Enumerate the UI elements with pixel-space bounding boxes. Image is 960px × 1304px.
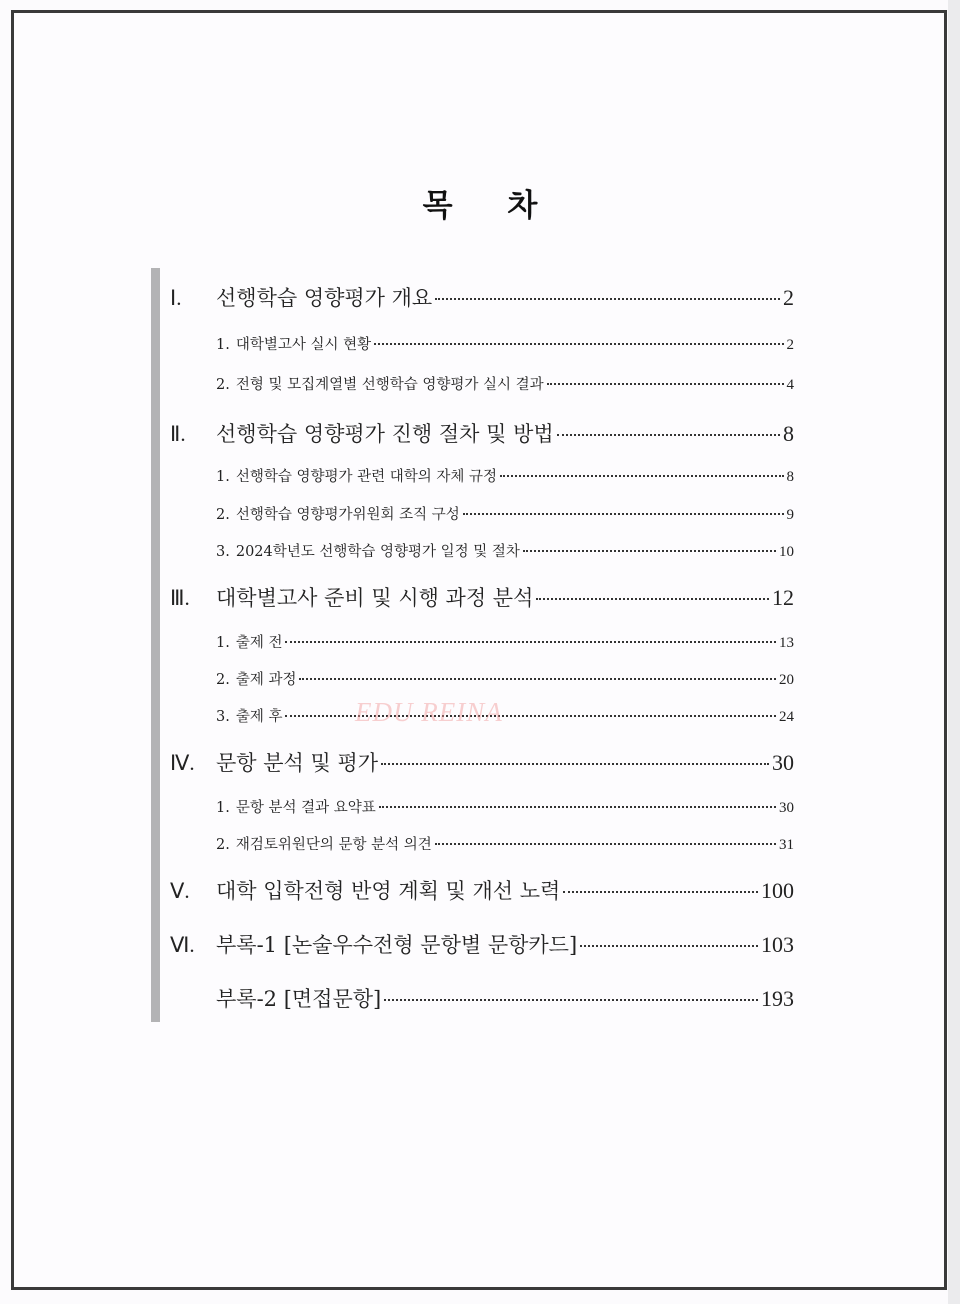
leader-dots [557, 434, 780, 436]
leader-dots [285, 715, 776, 717]
section-numeral: Ⅴ. [170, 879, 190, 903]
page-number: 31 [779, 837, 794, 853]
page-number: 103 [761, 932, 794, 957]
leader-dots [285, 641, 776, 643]
leader-dots [379, 806, 776, 808]
toc-section-6[interactable] [170, 929, 794, 959]
item-index: 1. [216, 800, 230, 816]
item-title [216, 668, 296, 689]
leader-dots [463, 513, 784, 515]
leader-dots [384, 999, 758, 1001]
item-label: 재검토위원단의 문항 분석 의견 [235, 837, 432, 853]
toc-item[interactable] [170, 503, 794, 524]
leader-dots [435, 298, 780, 300]
toc-section-3[interactable] [170, 582, 794, 612]
toc-section-5[interactable] [170, 875, 794, 905]
toc-section-2[interactable] [170, 418, 794, 448]
toc-item[interactable] [170, 465, 794, 486]
leader-dots [580, 945, 758, 947]
leader-dots [500, 475, 783, 477]
item-index: 2. [216, 672, 230, 688]
section-numeral: Ⅱ. [170, 422, 186, 446]
page-number: 30 [779, 800, 794, 816]
page-number: 100 [761, 878, 794, 903]
toc-item[interactable] [170, 705, 794, 726]
section-title: 대학별고사 준비 및 시행 과정 분석 [216, 586, 534, 610]
section-title: 대학 입학전형 반영 계획 및 개선 노력 [216, 879, 561, 903]
item-title [216, 796, 376, 817]
item-title [216, 465, 497, 486]
leader-dots [381, 763, 769, 765]
item-title [216, 631, 282, 652]
toc-appendix-2[interactable] [170, 983, 794, 1013]
page-number: 4 [786, 377, 794, 393]
item-label: 문항 분석 결과 요약표 [235, 800, 376, 816]
page-number: 193 [761, 986, 794, 1011]
section-numeral: Ⅵ. [170, 933, 195, 957]
item-title [216, 333, 371, 354]
section-numeral: Ⅲ. [170, 586, 190, 610]
section-title: 부록-2 [면접문항] [216, 987, 382, 1011]
leader-dots [563, 891, 758, 893]
item-label: 선행학습 영향평가위원회 조직 구성 [235, 507, 460, 523]
section-title: 문항 분석 및 평가 [216, 751, 379, 775]
toc-item[interactable] [170, 333, 794, 354]
section-title: 부록-1 [논술우수전형 문항별 문항카드] [216, 933, 578, 957]
item-title [216, 503, 460, 524]
leader-dots [547, 383, 784, 385]
item-label: 2024학년도 선행학습 영향평가 일정 및 절차 [235, 544, 520, 560]
item-index: 1. [216, 469, 230, 485]
page-number: 12 [772, 585, 794, 610]
toc-section-1[interactable] [170, 282, 794, 312]
page-number: 30 [772, 750, 794, 775]
item-label: 대학별고사 실시 현황 [235, 337, 372, 353]
item-index: 3. [216, 544, 230, 560]
section-title: 선행학습 영향평가 개요 [216, 286, 433, 310]
item-index: 2. [216, 507, 230, 523]
toc-item[interactable] [170, 373, 794, 394]
leader-dots [299, 678, 776, 680]
item-index: 1. [216, 635, 230, 651]
section-numeral: Ⅳ. [170, 751, 195, 775]
item-title [216, 705, 282, 726]
item-label: 출제 과정 [235, 672, 297, 688]
item-index: 2. [216, 377, 230, 393]
item-title [216, 373, 544, 394]
document-title: 목 차 [422, 188, 560, 224]
page-number: 24 [779, 709, 794, 725]
section-numeral: Ⅰ. [170, 286, 182, 310]
toc-section-4[interactable] [170, 747, 794, 777]
page-number: 8 [783, 421, 794, 446]
page-number: 20 [779, 672, 794, 688]
leader-dots [435, 843, 776, 845]
item-label: 선행학습 영향평가 관련 대학의 자체 규정 [235, 469, 498, 485]
watermark-text: EDU REINA [355, 697, 503, 727]
toc-item[interactable] [170, 833, 794, 854]
page-number: 10 [779, 544, 794, 560]
toc-item[interactable] [170, 631, 794, 652]
leader-dots [523, 550, 776, 552]
page-number: 2 [783, 285, 794, 310]
item-label: 전형 및 모집계열별 선행학습 영향평가 실시 결과 [235, 377, 544, 393]
item-title [216, 540, 520, 561]
toc-item[interactable] [170, 540, 794, 561]
page-number: 2 [786, 337, 794, 353]
leader-dots [536, 598, 769, 600]
item-title [216, 833, 432, 854]
item-label: 출제 후 [235, 709, 283, 725]
leader-dots [374, 343, 783, 345]
page-number: 13 [779, 635, 794, 651]
page-number: 9 [786, 507, 794, 523]
item-index: 2. [216, 837, 230, 853]
toc-item[interactable] [170, 796, 794, 817]
item-index: 1. [216, 337, 230, 353]
toc-side-bar [151, 268, 160, 1022]
toc-item[interactable] [170, 668, 794, 689]
section-title: 선행학습 영향평가 진행 절차 및 방법 [216, 422, 554, 446]
item-label: 출제 전 [235, 635, 283, 651]
item-index: 3. [216, 709, 230, 725]
page-number: 8 [786, 469, 794, 485]
